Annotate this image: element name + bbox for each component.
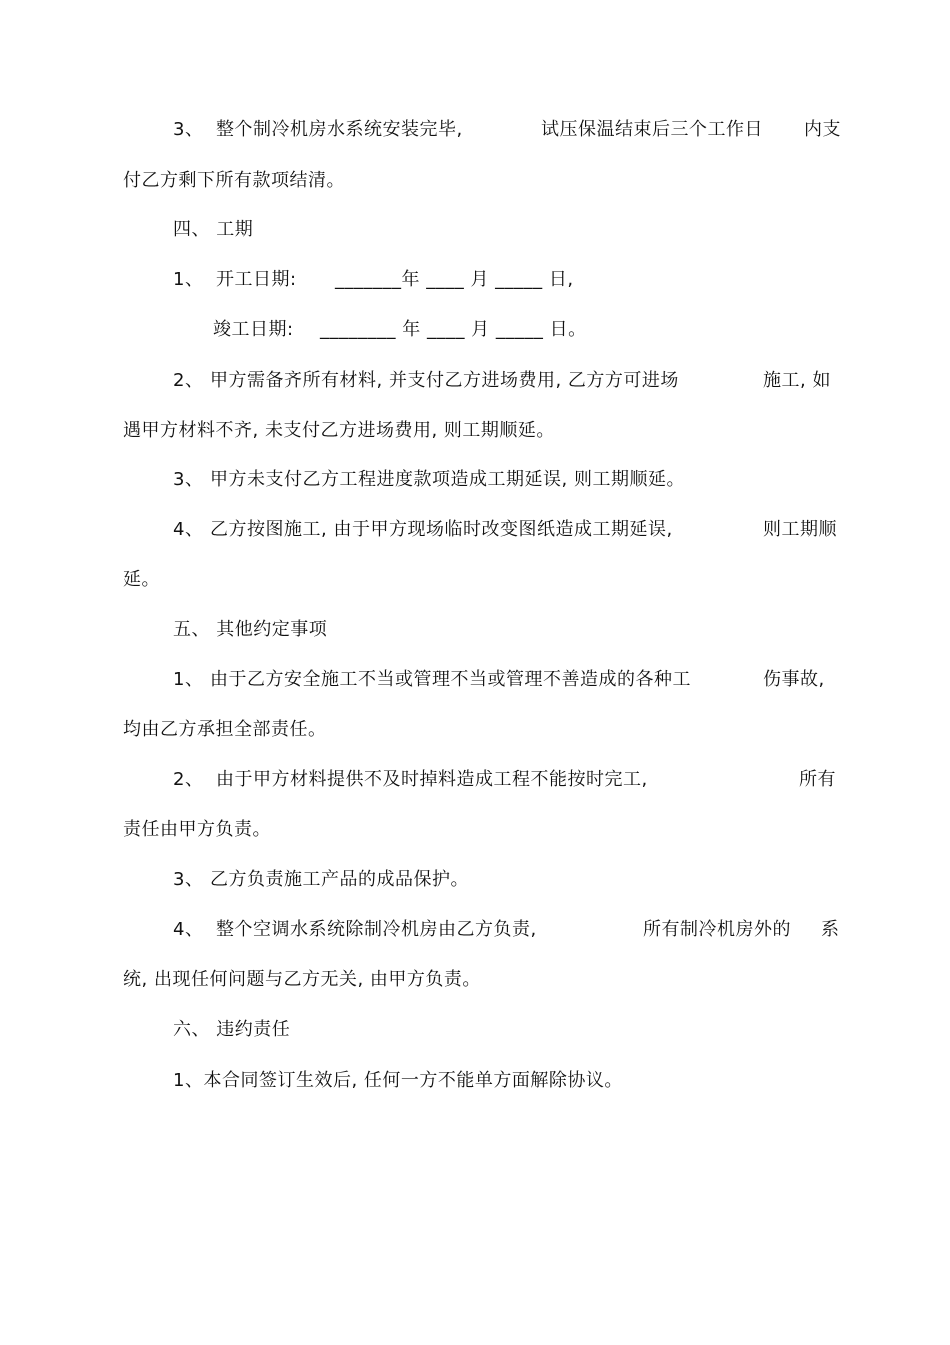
paragraph-text: 系 <box>821 919 840 940</box>
section-heading: 五、 其他约定事项 <box>173 619 328 640</box>
paragraph-text: 乙方按图施工, 由于甲方现场临时改变图纸造成工期延误, <box>210 519 673 540</box>
start-date-value: _______年 ____ 月 _____ 日, <box>335 269 574 290</box>
section-heading: 六、 违约责任 <box>173 1019 291 1040</box>
item-number: 3、 <box>173 869 204 890</box>
paragraph-text: 试压保温结束后三个工作日 <box>541 119 763 140</box>
item-number: 2、 <box>173 370 204 391</box>
paragraph-text: 所有 <box>799 769 836 790</box>
paragraph-continuation: 付乙方剩下所有款项结清。 <box>123 170 345 191</box>
paragraph-text: 甲方未支付乙方工程进度款项造成工期延误, 则工期顺延。 <box>210 469 685 490</box>
end-date-label: 竣工日期: <box>213 319 294 340</box>
end-date-value: ________ 年 ____ 月 _____ 日。 <box>320 319 587 340</box>
paragraph-continuation: 均由乙方承担全部责任。 <box>123 719 327 740</box>
paragraph-text: 则工期顺 <box>763 519 837 540</box>
paragraph-continuation: 延。 <box>123 569 160 590</box>
paragraph-continuation: 遇甲方材料不齐, 未支付乙方进场费用, 则工期顺延。 <box>123 420 555 441</box>
start-date-label: 开工日期: <box>216 269 297 290</box>
item-number: 3、 <box>173 469 204 490</box>
section-heading: 四、 工期 <box>173 219 254 240</box>
paragraph-text: 1、本合同签订生效后, 任何一方不能单方面解除协议。 <box>173 1070 623 1091</box>
paragraph-text: 整个空调水系统除制冷机房由乙方负责, <box>216 919 537 940</box>
paragraph-text: 甲方需备齐所有材料, 并支付乙方进场费用, 乙方方可进场 <box>210 370 679 391</box>
paragraph-text: 由于乙方安全施工不当或管理不当或管理不善造成的各种工 <box>210 669 691 690</box>
paragraph-text: 内支 <box>804 119 841 140</box>
item-number: 1、 <box>173 269 204 290</box>
paragraph-continuation: 统, 出现任何问题与乙方无关, 由甲方负责。 <box>123 969 481 990</box>
paragraph-text: 乙方负责施工产品的成品保护。 <box>210 869 469 890</box>
paragraph-text: 整个制冷机房水系统安装完毕, <box>216 119 463 140</box>
item-number: 3、 <box>173 119 204 140</box>
item-number: 2、 <box>173 769 204 790</box>
item-number: 4、 <box>173 519 204 540</box>
paragraph-text: 施工, 如 <box>763 370 831 391</box>
paragraph-text: 伤事故, <box>763 669 825 690</box>
item-number: 1、 <box>173 669 204 690</box>
paragraph-text: 所有制冷机房外的 <box>643 919 791 940</box>
paragraph-continuation: 责任由甲方负责。 <box>123 819 271 840</box>
item-number: 4、 <box>173 919 204 940</box>
paragraph-text: 由于甲方材料提供不及时掉料造成工程不能按时完工, <box>216 769 648 790</box>
